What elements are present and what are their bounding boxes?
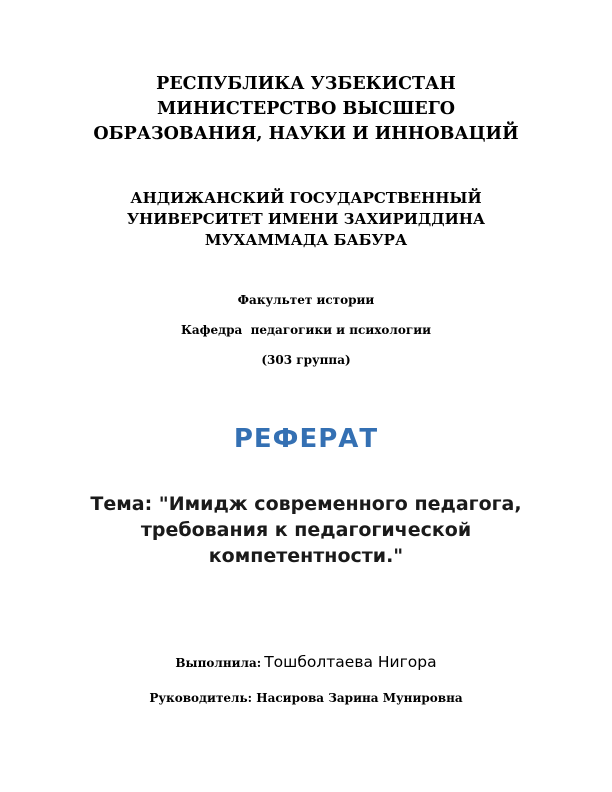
heading-line: МИНИСТЕРСТВО ВЫСШЕГО bbox=[156, 99, 456, 119]
topic-line: Тема: "Имидж современного педагога, bbox=[90, 493, 522, 515]
university-heading bbox=[0, 188, 612, 251]
heading-line: МУХАММАДА БАБУРА bbox=[204, 231, 408, 249]
supervisor-name: Насирова Зарина Мунировна bbox=[256, 691, 463, 705]
heading-line: ОБРАЗОВАНИЯ, НАУКИ И ИННОВАЦИЙ bbox=[93, 124, 519, 144]
group-number: (303 группа) bbox=[261, 353, 351, 367]
heading-line: АНДИЖАНСКИЙ ГОСУДАРСТВЕННЫЙ bbox=[130, 189, 482, 207]
department-name: Кафедра педагогики и психологии bbox=[180, 323, 432, 337]
performer-label: Выполнила: bbox=[175, 656, 262, 670]
republic-ministry-heading bbox=[0, 72, 612, 147]
topic-line: требования к педагогической bbox=[140, 519, 472, 541]
heading-line: УНИВЕРСИТЕТ ИМЕНИ ЗАХИРИДДИНА bbox=[126, 210, 486, 228]
supervisor-line bbox=[0, 689, 612, 707]
topic-heading bbox=[0, 491, 612, 569]
heading-line: РЕСПУБЛИКА УЗБЕКИСТАН bbox=[156, 74, 456, 94]
faculty-name: Факультет истории bbox=[237, 293, 375, 307]
performer-name: Тошболтаева Нигора bbox=[264, 653, 437, 671]
performer-line bbox=[0, 652, 612, 673]
supervisor-label: Руководитель: bbox=[149, 691, 253, 705]
topic-line: компетентности." bbox=[208, 545, 404, 567]
document-type-title: РЕФЕРАТ bbox=[233, 424, 379, 454]
